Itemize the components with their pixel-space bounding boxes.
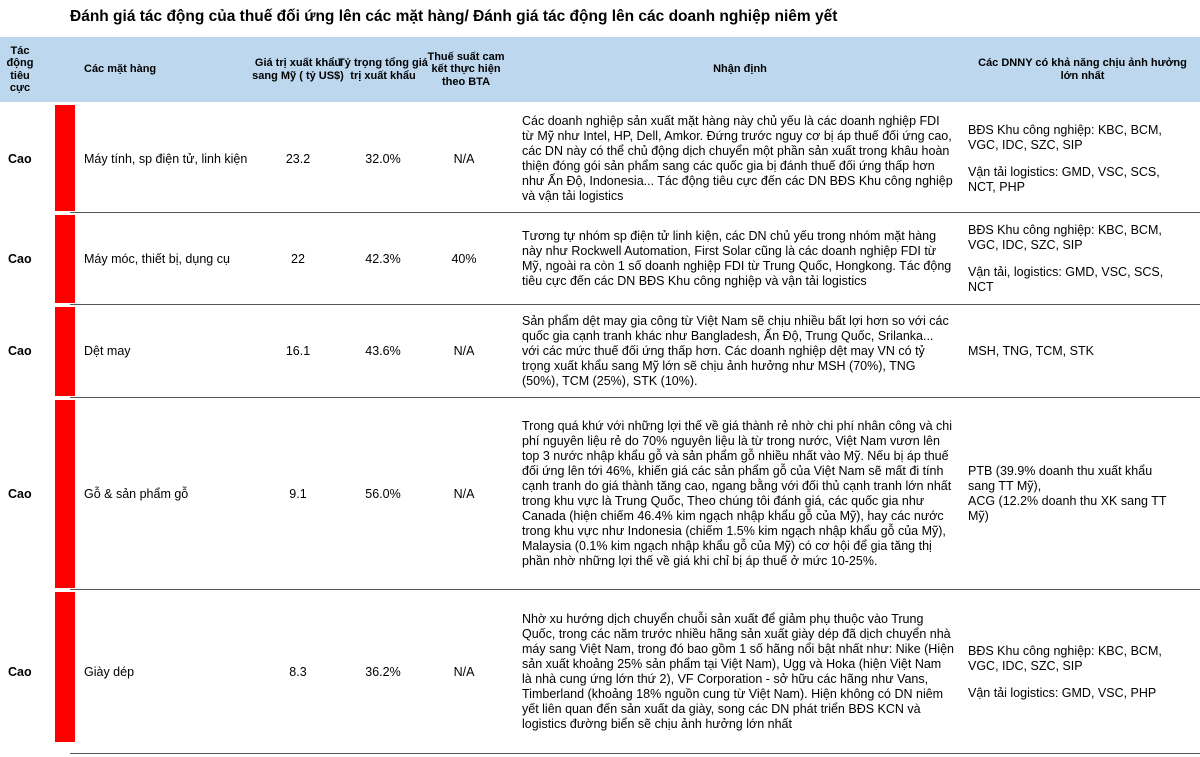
companies-cell: [968, 105, 1178, 213]
impact-bar: [55, 400, 75, 588]
companies-line: PTB (39.9% doanh thu xuất khẩu sang TT Mỹ),: [968, 464, 1153, 493]
companies-cell: [968, 213, 1183, 305]
impact-bar: [55, 592, 75, 742]
tax-rate-cell: 40%: [451, 251, 477, 266]
assessment-cell: Các doanh nghiệp sản xuất mặt hàng này chủ yếu là các doanh nghiệp FDI từ Mỹ như Intel, HP, Dell, Amkor. Đứng trước nguy cơ bị áp thuế đối ứng cao, các DN này có thể chủ động dịch chuyển một phần sản xuất trong khâu hoàn thiện đóng gói sản phẩm sang các quốc gia bị đánh thuế đối ứng thấp hơn như Ấn Độ, Indonesia... Tác động tiêu cực đến các DN BĐS Khu công nghiệp và vận tải logistics: [522, 114, 953, 203]
assessment-cell: Trong quá khứ với những lợi thế về giá thành rẻ nhờ chi phí nhân công và chi phí nguyên liệu rẻ do 70% nguyên liệu là từ trong nước, Việt Nam vươn lên top 3 nước nhập khẩu gỗ và sản phẩm gỗ nhiều nhất vào Mỹ. Nếu bị áp thuế đối ứng lên tới 46%, khiến giá các sản phẩm gỗ của Việt Nam sẽ mất đi tính cạnh tranh do giá thành tăng cao, ngang bằng với đối thủ cạnh tranh lớn nhất trong khu vực là Trung Quốc, Theo chúng tôi đánh giá, các quốc gia như Canada (hiện chiếm 46.4% kim ngạch nhập khẩu gỗ của Mỹ), hay các nước trong khu vực như Indonesia (chiếm 1.5% kim ngạch nhập khẩu gỗ của Mỹ), Malaysia (0.1% kim ngạch nhập khẩu gỗ của Mỹ) có cơ hội để gia tăng thị phần nhờ những lợi thế về giá khi chỉ bị áp thuế ở mức 10-25%.: [522, 419, 953, 568]
header-share: Tỷ trọng tổng giá trị xuất khẩu: [338, 57, 428, 82]
tax-rate-cell: N/A: [453, 151, 475, 166]
impact-cell: Cao: [8, 344, 32, 358]
header-tax-rate: Thuế suất cam kết thực hiện theo BTA: [427, 50, 505, 88]
export-value-cell: 8.3: [289, 664, 307, 679]
impact-bar: [55, 215, 75, 303]
export-value-cell: 9.1: [289, 486, 307, 501]
impact-cell: Cao: [8, 151, 32, 166]
share-cell: 42.3%: [365, 251, 401, 266]
share-cell: 32.0%: [365, 151, 401, 166]
assessment-cell: Nhờ xu hướng dịch chuyển chuỗi sản xuất để giảm phụ thuộc vào Trung Quốc, trong các năm trước nhiều hãng sản xuất giày dép đã dịch chuyển nhà máy sang Việt Nam, trong đó bao gồm 1 số hãng nổi bật nhất như: Nike (Hiện sản xuất khoảng 25% sản phẩm tại Việt Nam), Ugg và Hoka (hiện Việt Nam là nhà cung ứng lớn thứ 2), VF Corporation - sở hữu các hãng như Vans, Timberland (khoảng 18% nguồn cung từ Việt Nam). Hiện không có DN niêm yết liên quan đến sản xuất da giày, song các DN phát triển BĐS KCN và logistics đường biển sẽ chịu ảnh hưởng lớn nhất: [522, 612, 955, 731]
impact-bar: [55, 307, 75, 396]
header-companies: Các DNNY có khả năng chịu ảnh hưởng lớn nhất: [978, 57, 1187, 82]
tax-rate-cell: N/A: [453, 664, 475, 679]
table-row: [0, 305, 1200, 398]
assessment-cell: Sản phẩm dệt may gia công từ Việt Nam sẽ chịu nhiều bất lợi hơn so với các quốc gia cạnh tranh khác như Bangladesh, Ấn Độ, Trung Quốc, Srilanka... với các mức thuế đối ứng thấp hơn. Các doanh nghiệp dệt may VN có tỷ trọng xuất khẩu sang Mỹ lớn sẽ chịu ảnh hưởng như MSH (70%), TNG (50%), TCM (25%), STK (10%).: [522, 314, 949, 388]
companies-cell: [968, 398, 1180, 590]
companies-line: Vận tải logistics: GMD, VSC, PHP: [968, 685, 1157, 700]
tax-rate-cell: N/A: [453, 486, 475, 501]
product-cell: Dệt may: [84, 344, 131, 358]
product-cell: Gỗ & sản phẩm gỗ: [84, 486, 189, 501]
impact-cell: Cao: [8, 664, 32, 679]
tax-rate-cell: N/A: [453, 344, 475, 358]
companies-line: Vận tải logistics: GMD, VSC, SCS, NCT, PHP: [968, 165, 1160, 194]
export-value-cell: 23.2: [285, 151, 311, 166]
export-value-cell: 16.1: [285, 344, 311, 358]
row-divider: [70, 753, 1200, 754]
product-cell: Máy móc, thiết bị, dụng cụ: [84, 251, 230, 266]
table-header: [0, 37, 1200, 102]
companies-line: Vận tải, logistics: GMD, VSC, SCS, NCT: [968, 265, 1164, 294]
impact-bar: [55, 105, 75, 211]
companies-line: MSH, TNG, TCM, STK: [968, 344, 1094, 358]
companies-line: BĐS Khu công nghiệp: KBC, BCM, VGC, IDC, SZC, SIP: [968, 123, 1162, 152]
product-cell: Máy tính, sp điện tử, linh kiện: [84, 151, 248, 166]
header-export-value: Giá trị xuất khẩu sang Mỹ ( tỷ US$): [252, 57, 344, 82]
export-value-cell: 22: [291, 251, 305, 266]
table-row: [0, 590, 1200, 754]
companies-line: ACG (12.2% doanh thu XK sang TT Mỹ): [968, 494, 1167, 523]
companies-cell: [968, 305, 1183, 398]
companies-line: BĐS Khu công nghiệp: KBC, BCM, VGC, IDC, SZC, SIP: [968, 223, 1162, 252]
table-row: [0, 398, 1200, 590]
product-cell: Giày dép: [84, 664, 135, 679]
header-impact: Tác động tiêu cực: [6, 44, 34, 94]
table-row: [0, 213, 1200, 305]
impact-cell: Cao: [8, 251, 32, 266]
share-cell: 56.0%: [365, 486, 401, 501]
assessment-cell: Tương tự nhóm sp điện tử linh kiện, các DN chủ yếu trong nhóm mặt hàng này như Rockwell Automation, First Solar cũng là các doanh nghiệp FDI từ Mỹ, ngoài ra còn 1 số doanh nghiệp FDI từ Trung Quốc, Hongkong. Tác động tiêu cực đến các DN BĐS Khu công nghiệp và vận tải logistics: [522, 229, 952, 288]
companies-cell: [968, 590, 1183, 754]
impact-cell: Cao: [8, 486, 32, 501]
table-row: [0, 105, 1200, 213]
header-product: Các mặt hàng: [84, 63, 157, 76]
header-assessment: Nhận định: [713, 63, 767, 76]
share-cell: 36.2%: [365, 664, 401, 679]
share-cell: 43.6%: [365, 344, 401, 358]
companies-line: BĐS Khu công nghiệp: KBC, BCM, VGC, IDC, SZC, SIP: [968, 643, 1162, 673]
page-title: Đánh giá tác động của thuế đối ứng lên các mặt hàng/ Đánh giá tác động lên các doanh nghiệp niêm yết: [70, 8, 838, 25]
